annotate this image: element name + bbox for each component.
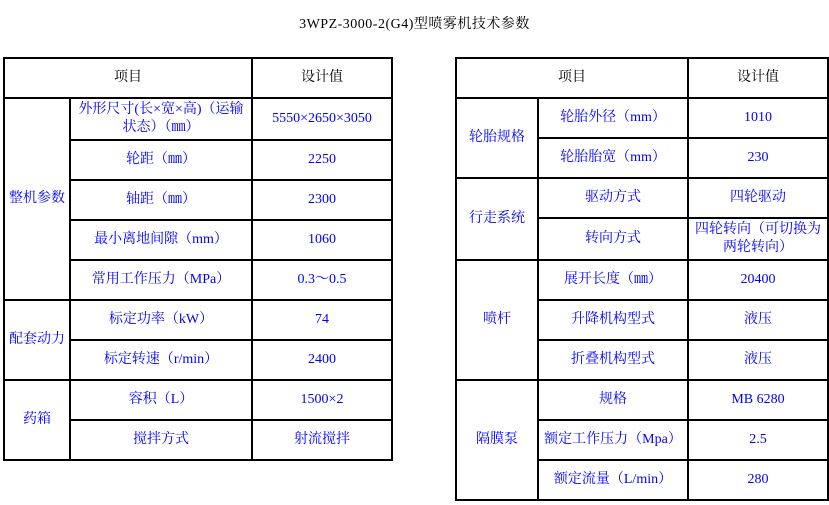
table-header-row xyxy=(456,58,828,98)
item-cell: 驱动方式 xyxy=(538,178,688,218)
item-cell: 轮胎胎宽（mm） xyxy=(538,138,688,178)
table-row xyxy=(456,98,828,138)
item-cell: 折叠机构型式 xyxy=(538,340,688,380)
table-row xyxy=(456,380,828,420)
value-cell: 2400 xyxy=(252,340,392,380)
group-label-spray-boom: 喷杆 xyxy=(456,260,538,380)
item-cell: 标定功率（kW） xyxy=(70,300,252,340)
value-cell: 2300 xyxy=(252,180,392,220)
item-cell: 轮胎外径（mm） xyxy=(538,98,688,138)
group-label-matching-power: 配套动力 xyxy=(4,300,70,380)
value-cell: 液压 xyxy=(688,300,828,340)
value-cell: 230 xyxy=(688,138,828,178)
right-header-value: 设计值 xyxy=(688,58,828,98)
table-row xyxy=(456,178,828,218)
value-cell: 1060 xyxy=(252,220,392,260)
right-spec-table xyxy=(455,57,829,501)
table-header-row xyxy=(4,58,392,98)
table-row xyxy=(4,98,392,140)
item-cell: 最小离地间隙（mm） xyxy=(70,220,252,260)
value-cell: 74 xyxy=(252,300,392,340)
item-cell: 规格 xyxy=(538,380,688,420)
value-cell: 1500×2 xyxy=(252,380,392,420)
item-cell: 轮距（㎜） xyxy=(70,140,252,180)
table-row xyxy=(4,300,392,340)
item-cell: 转向方式 xyxy=(538,218,688,260)
value-cell: 液压 xyxy=(688,340,828,380)
right-header-item: 项目 xyxy=(456,58,688,98)
value-cell: 四轮驱动 xyxy=(688,178,828,218)
group-label-tire-spec: 轮胎规格 xyxy=(456,98,538,178)
group-label-tank: 药箱 xyxy=(4,380,70,460)
left-spec-table xyxy=(3,57,393,461)
item-cell: 常用工作压力（MPa） xyxy=(70,260,252,300)
value-cell: 20400 xyxy=(688,260,828,300)
value-cell: MB 6280 xyxy=(688,380,828,420)
value-cell: 2.5 xyxy=(688,420,828,460)
item-cell: 外形尺寸(长×宽×高)（运输状态）（㎜） xyxy=(70,98,252,140)
item-cell: 升降机构型式 xyxy=(538,300,688,340)
item-cell: 搅拌方式 xyxy=(70,420,252,460)
item-cell: 展开长度（㎜） xyxy=(538,260,688,300)
value-cell: 射流搅拌 xyxy=(252,420,392,460)
item-cell: 额定流量（L/min） xyxy=(538,460,688,500)
value-cell: 0.3～0.5 xyxy=(252,260,392,300)
page-title: 3WPZ-3000-2(G4)型喷雾机技术参数 xyxy=(299,17,530,32)
value-cell: 2250 xyxy=(252,140,392,180)
value-cell: 5550×2650×3050 xyxy=(252,98,392,140)
item-cell: 额定工作压力（Mpa） xyxy=(538,420,688,460)
value-cell: 四轮转向（可切换为两轮转向） xyxy=(688,218,828,260)
left-header-value: 设计值 xyxy=(252,58,392,98)
left-header-item: 项目 xyxy=(4,58,252,98)
group-label-drive-system: 行走系统 xyxy=(456,178,538,260)
item-cell: 容积（L） xyxy=(70,380,252,420)
group-label-whole-machine: 整机参数 xyxy=(4,98,70,300)
item-cell: 轴距（㎜） xyxy=(70,180,252,220)
value-cell: 1010 xyxy=(688,98,828,138)
group-label-diaphragm-pump: 隔膜泵 xyxy=(456,380,538,500)
table-row xyxy=(456,260,828,300)
value-cell: 280 xyxy=(688,460,828,500)
table-row xyxy=(4,380,392,420)
item-cell: 标定转速（r/min） xyxy=(70,340,252,380)
